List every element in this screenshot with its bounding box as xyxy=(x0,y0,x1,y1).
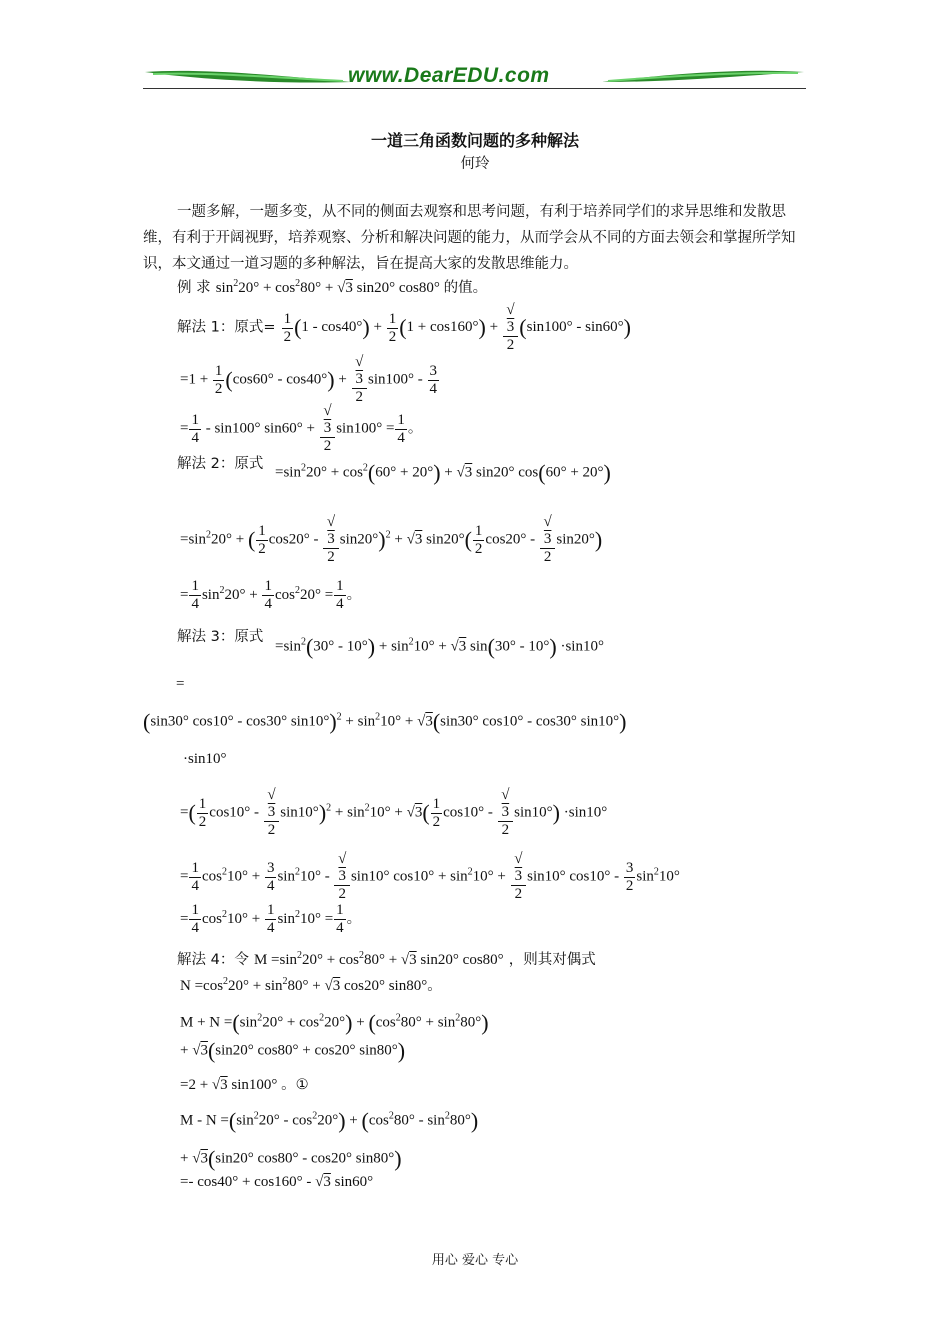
right-leaf-swoosh xyxy=(600,66,806,88)
solution-1-line-3: = $\frac{1}{4}$ - sin100° sin60° + √ 3 2 sin100° = $\frac{1}{4}$ 。 xyxy=(180,403,423,454)
brand-logo: www.DearEDU.com xyxy=(348,64,550,87)
solution-3-line-1: $=\sin^2(30^\circ - 10^\circ) + \sin^210^\circ + √3$ sin(30° - 10°) ·sin10° xyxy=(275,634,604,659)
solution-1-line-2: =1 + $\frac{1}{2}$ (cos60° - cos40°) + √ 3 2 sin100° - $\frac{3}{4}$ xyxy=(180,354,438,405)
example-tail: 的值。 xyxy=(443,280,488,296)
circle-mark-1: ① xyxy=(295,1077,309,1093)
solution-1-line-1: 解法 1：原式= $\frac{1}{2}$ (1 - cos40°) + $\frac{1}{2}$ (1 + cos160°) + √ 3 2 (sin100° - sin60°) xyxy=(177,302,631,353)
example-label: 例 求 xyxy=(177,280,211,296)
page-title: 一道三角函数问题的多种解法 xyxy=(370,131,579,150)
header-rule xyxy=(143,88,806,89)
intro-paragraph: 一题多解，一题多变，从不同的侧面去观察和思考问题，有利于培养同学们的求异思维和发散思维，有利于开阔视野，培养观察、分析和解决问题的能力，从而学会从不同的方面去领会和掌握所学知识，本文通过一道习题的多种解法，旨在提高大家的发散思维能力。 xyxy=(143,204,796,272)
solution-2-line-1: $=\sin^220^\circ + \cos^2(60^\circ + 20^\circ) + √3$ sin20° cos(60° + 20°) xyxy=(275,460,611,485)
left-leaf-swoosh xyxy=(143,66,353,88)
solution-4-line-6: $M - N =(\sin^220^\circ - \cos^220^\circ) + (\cos^280^\circ - \sin^280^\circ)$ xyxy=(180,1108,479,1133)
solution-4-line-5: =2 + √3 sin100° 。① xyxy=(180,1077,309,1093)
example-line xyxy=(177,276,487,297)
solution-4-line-2: $N =\cos^220^\circ + \sin^280^\circ + √3$ cos20° sin80°。 xyxy=(180,976,442,994)
solution-2-line-3: = $\frac{1}{4}$ $\sin^220^\circ$ + $\frac{1}{4}$ $\cos^220^\circ$ = $\frac{1}{4}$ 。 xyxy=(180,578,362,612)
solution-3-line-5: = $\frac{1}{4}$ $\cos^210^\circ$ + $\frac{3}{4}$ $\sin^210^\circ$ - √ 3 2 sin10° $\cos 10^\circ + \sin^210^\circ$ + √ 3 2 sin10° cos10° - $\frac{3}{2}$ $\sin^210^\circ$ xyxy=(180,851,680,902)
sol1-label: 解法 1：原式= xyxy=(177,319,276,336)
solution-3-line-6: = $\frac{1}{4}$ $\cos^210^\circ$ + $\frac{1}{4}$ $\sin^210^\circ$ = $\frac{1}{4}$ 。 xyxy=(180,902,362,936)
solution-4-line-3: $M + N =(\sin^220^\circ + \cos^220^\circ) + (\cos^280^\circ + \sin^280^\circ)$ xyxy=(180,1010,489,1035)
solution-3-eq: = xyxy=(176,676,185,692)
solution-4-line-4: + √3(sin20° cos80° + cos20° sin80°) xyxy=(180,1038,406,1063)
solution-3-line-2: (sin30° cos10° - cos30° $\sin 10^\circ)^2 + \sin^210^\circ + √3(\sin 30^\circ$ cos10° - cos30° sin10°) xyxy=(143,709,627,734)
solution-3-line-4: =( $\frac{1}{2}$ cos10° - √ 3 2 $\sin 10^\circ)^2 + \sin^210^\circ + √3$( $\frac{1}{2}$ cos10° - √ 3 2 sin10°) ·sin10° xyxy=(180,787,608,838)
author: 何玲 xyxy=(460,156,490,172)
solution-2-line-2: $=\sin^220^\circ$ + ( $\frac{1}{2}$ cos20° - √ 3 2 sin20°)$^2$ + √3 sin20°( $\frac{1}{2}$ cos20° - √ 3 2 sin20°) xyxy=(180,514,603,565)
example-formula: $\sin^220^\circ + \cos^280^\circ + √3$ sin20° cos80° xyxy=(215,278,444,296)
page-footer: 用心 爱心 专心 xyxy=(431,1253,519,1268)
solution-3-label: 解法 3：原式 xyxy=(177,629,264,645)
solution-3-line-3: ·sin10° xyxy=(183,751,227,767)
solution-2-label: 解法 2：原式 xyxy=(177,456,264,472)
solution-4-line-7: + √3(sin20° cos80° - cos20° sin80°) xyxy=(180,1146,402,1171)
solution-4-line-8: =- cos40° + cos160° - √3 sin60° xyxy=(180,1174,374,1190)
solution-4-line-1: 解法 4：令 $M =\sin^220^\circ + \cos^280^\circ + √3$ sin20° cos80° ，则其对偶式 xyxy=(177,950,596,968)
